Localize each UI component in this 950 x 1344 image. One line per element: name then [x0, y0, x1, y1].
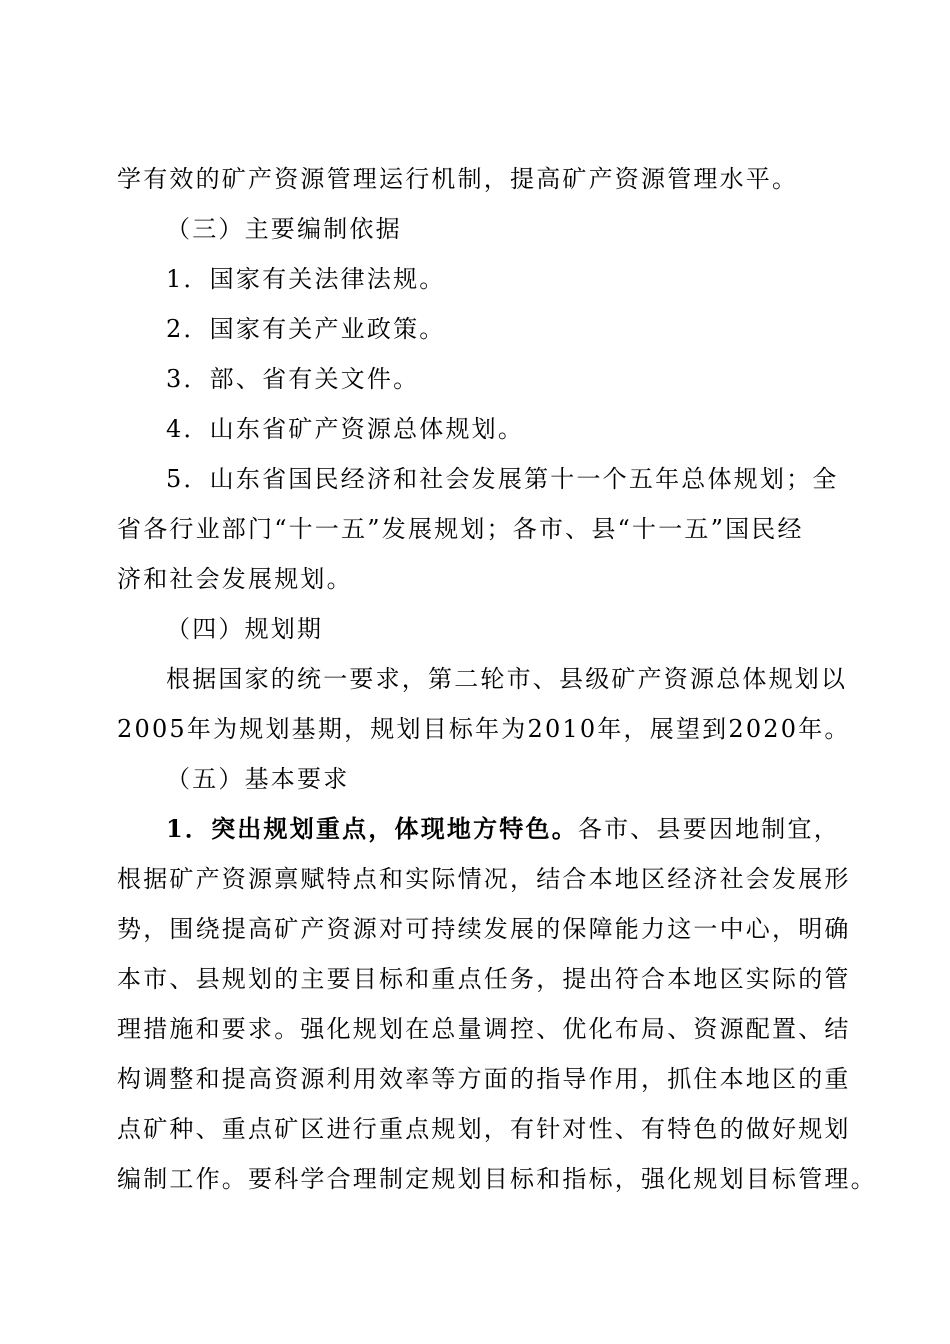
- paragraph-line: 势，围绕提高矿产资源对可持续发展的保障能力这一中心，明确: [117, 915, 851, 943]
- paragraph-line: 2005年为规划基期，规划目标年为2010年，展望到2020年。: [117, 715, 851, 743]
- list-item: 1．国家有关法律法规。: [166, 265, 446, 293]
- requirement-1-title: 1．突出规划重点，体现地方特色。: [166, 814, 578, 843]
- paragraph-line: 构调整和提高资源利用效率等方面的指导作用，抓住本地区的重: [117, 1065, 851, 1093]
- paragraph-line: 理措施和要求。强化规划在总量调控、优化布局、资源配置、结: [117, 1015, 851, 1043]
- section-heading-requirements: （五）基本要求: [166, 765, 350, 793]
- paragraph-line: 点矿种、重点矿区进行重点规划，有针对性、有特色的做好规划: [117, 1115, 851, 1143]
- paragraph-line: 根据矿产资源禀赋特点和实际情况，结合本地区经济社会发展形: [117, 865, 851, 893]
- paragraph-line: 济和社会发展规划。: [117, 565, 353, 593]
- list-item: 2．国家有关产业政策。: [166, 315, 446, 343]
- paragraph-line: 本市、县规划的主要目标和重点任务，提出符合本地区实际的管: [117, 965, 851, 993]
- paragraph-line: 根据国家的统一要求，第二轮市、县级矿产资源总体规划以: [166, 665, 848, 693]
- list-item: 4．山东省矿产资源总体规划。: [166, 415, 525, 443]
- section-heading-period: （四）规划期: [166, 615, 324, 643]
- requirement-1-text: 各市、县要因地制宜，: [577, 815, 840, 843]
- section-heading-basis: （三）主要编制依据: [166, 215, 402, 243]
- paragraph-line: 学有效的矿产资源管理运行机制，提高矿产资源管理水平。: [117, 165, 799, 193]
- requirement-1-line: [166, 814, 840, 844]
- paragraph-line: 编制工作。要科学合理制定规划目标和指标，强化规划目标管理。: [117, 1165, 877, 1193]
- list-item: 3．部、省有关文件。: [166, 365, 420, 393]
- paragraph-line: 省各行业部门“十一五”发展规划；各市、县“十一五”国民经: [117, 515, 804, 543]
- list-item: 5．山东省国民经济和社会发展第十一个五年总体规划；全: [166, 465, 839, 493]
